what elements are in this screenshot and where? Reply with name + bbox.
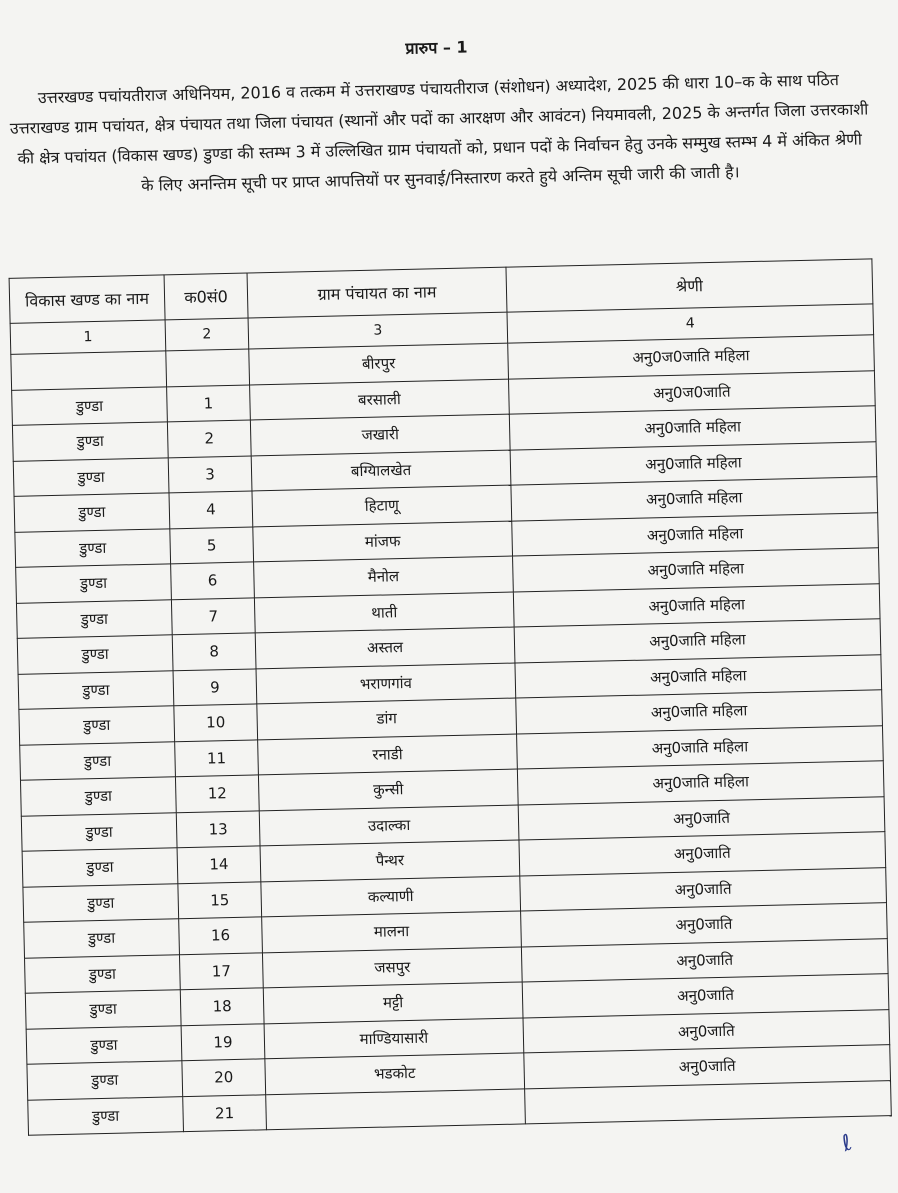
table-body	[11, 335, 891, 1135]
reservation-table	[9, 258, 892, 1135]
cell-category: अनु0जाति महिला	[510, 441, 877, 485]
cell-category: अनु0जाति महिला	[517, 725, 884, 769]
cell-block: डुण्डा	[12, 386, 168, 425]
cell-category: अनु0जाति	[522, 974, 889, 1018]
cell-block: डुण्डा	[13, 457, 169, 496]
cell-sno: 20	[182, 1059, 266, 1096]
cell-village: जसपुर	[262, 946, 522, 987]
cell-category: अनु0जाति महिला	[516, 690, 883, 734]
cell-sno	[166, 349, 250, 386]
header-village: ग्राम पंचायत का नाम	[247, 267, 507, 318]
cell-village: माण्डियासारी	[264, 1017, 524, 1058]
cell-category: अनु0जाति	[519, 832, 886, 876]
cell-category: अनु0जाति महिला	[514, 619, 881, 663]
cell-category	[525, 1080, 892, 1124]
signature-mark: ℓ	[838, 1130, 856, 1157]
cell-sno: 7	[171, 597, 255, 634]
cell-sno: 11	[175, 739, 259, 776]
cell-block: डुण्डा	[27, 1061, 183, 1100]
cell-block: डुण्डा	[19, 706, 175, 745]
cell-sno: 18	[180, 988, 264, 1025]
cell-category: अनु0जाति महिला	[517, 761, 884, 805]
cell-block: डुण्डा	[25, 990, 181, 1029]
cell-category: अनु0जाति	[523, 1009, 890, 1053]
cell-village: रनाडी	[258, 734, 518, 775]
cell-village: बग्यिालखेत	[251, 450, 511, 491]
cell-village: बरसाली	[250, 379, 510, 420]
cell-block: डुण्डा	[24, 919, 180, 958]
cell-sno: 6	[171, 562, 255, 599]
cell-sno: 17	[179, 952, 263, 989]
cell-block: डुण्डा	[20, 777, 176, 816]
cell-block: डुण्डा	[15, 528, 171, 567]
cell-sno: 3	[168, 455, 252, 492]
cell-village: बीरपुर	[249, 343, 509, 384]
cell-village: भडकोट	[265, 1053, 525, 1094]
cell-category: अनु0ज0जाति महिला	[508, 335, 875, 379]
cell-block: डुण्डा	[16, 564, 172, 603]
cell-category: अनु0जाति	[518, 796, 885, 840]
cell-block: डुण्डा	[17, 635, 173, 674]
cell-sno: 21	[183, 1094, 267, 1131]
cell-category: अनु0जाति महिला	[511, 477, 878, 521]
column-number: 3	[248, 312, 508, 349]
cell-village: मैनोल	[254, 556, 514, 597]
cell-sno: 13	[176, 810, 260, 847]
cell-block: डुण्डा	[12, 422, 168, 461]
cell-block: डुण्डा	[25, 954, 181, 993]
cell-village: थाती	[254, 592, 514, 633]
cell-village: डांग	[257, 698, 517, 739]
cell-village: जखारी	[250, 414, 510, 455]
cell-village: मालना	[262, 911, 522, 952]
cell-village: कुन्सी	[258, 769, 518, 810]
header-block: विकास खण्ड का नाम	[9, 275, 165, 324]
cell-village: मट्टी	[263, 982, 523, 1023]
cell-category: अनु0जाति	[520, 867, 887, 911]
cell-block: डुण्डा	[22, 848, 178, 887]
column-number: 2	[165, 318, 249, 351]
cell-village: उदाल्का	[259, 805, 519, 846]
cell-village: कल्याणी	[261, 875, 521, 916]
cell-village: हिटाणू	[252, 485, 512, 526]
cell-sno: 9	[173, 668, 257, 705]
cell-block: डुण्डा	[20, 741, 176, 780]
cell-block: डुण्डा	[23, 883, 179, 922]
cell-sno: 5	[170, 526, 254, 563]
cell-village: मांजफ	[253, 521, 513, 562]
cell-sno: 1	[167, 384, 251, 421]
cell-category: अनु0जाति महिला	[509, 406, 876, 450]
cell-village: भराणगांव	[256, 663, 516, 704]
cell-block: डुण्डा	[28, 1096, 184, 1135]
cell-category: अनु0जाति महिला	[513, 583, 880, 627]
cell-block: डुण्डा	[26, 1025, 182, 1064]
cell-sno: 14	[177, 846, 261, 883]
cell-village: पैन्थर	[260, 840, 520, 881]
cell-sno: 10	[174, 704, 258, 741]
column-number: 4	[507, 304, 874, 343]
cell-sno: 8	[172, 633, 256, 670]
cell-block	[11, 351, 167, 390]
cell-block: डुण्डा	[14, 493, 170, 532]
cell-sno: 4	[169, 491, 253, 528]
cell-block: डुण्डा	[21, 812, 177, 851]
header-category: श्रेणी	[506, 259, 873, 312]
intro-paragraph: उत्तरखण्ड पचांयतीराज अधिनियम, 2016 व तत्कम में उत्तराखण्ड पंचायतीराज (संशोधन) अध्यादेश, 2025 की धारा 10–क के साथ पठित उत्तराखण्ड ग्राम पचांयत, क्षेत्र पंचायत तथा जिला पंचायत (स्थानों और पदों का आरक्षण और आवंटन) नियमावली, 2025 के अन्तर्गत जिला उत्तरकाशी की क्षेत्र पचांयत (विकास खण्ड) डुण्डा की स्तम्भ 3 में उल्लिखित ग्राम पंचायतों को, प्रधान पदों के निर्वाचन हेतु उनके सम्मुख स्तम्भ 4 में अंकित श्रेणी के लिए अनन्तिम सूची पर प्राप्त आपत्तियों पर सुनवाई/निस्तारण करते हुये अन्तिम सूची जारी की जाती है।	[9, 70, 869, 195]
cell-block: डुण्डा	[18, 670, 174, 709]
cell-sno: 16	[179, 917, 263, 954]
cell-category: अनु0जाति महिला	[512, 512, 879, 556]
cell-village	[266, 1088, 526, 1129]
cell-category: अनु0ज0जाति	[508, 370, 875, 414]
document-title: प्रारुप – 1	[405, 37, 468, 58]
cell-sno: 2	[167, 420, 251, 457]
cell-sno: 12	[175, 775, 259, 812]
cell-category: अनु0जाति महिला	[515, 654, 882, 698]
cell-category: अनु0जाति महिला	[513, 548, 880, 592]
column-number: 1	[10, 320, 166, 355]
header-sno: क0सं0	[164, 273, 248, 320]
cell-village: अस्तल	[255, 627, 515, 668]
cell-sno: 19	[181, 1023, 265, 1060]
cell-block: डुण्डा	[16, 599, 172, 638]
cell-sno: 15	[178, 881, 262, 918]
cell-category: अनु0जाति	[524, 1045, 891, 1089]
cell-category: अनु0जाति	[521, 938, 888, 982]
cell-category: अनु0जाति	[521, 903, 888, 947]
